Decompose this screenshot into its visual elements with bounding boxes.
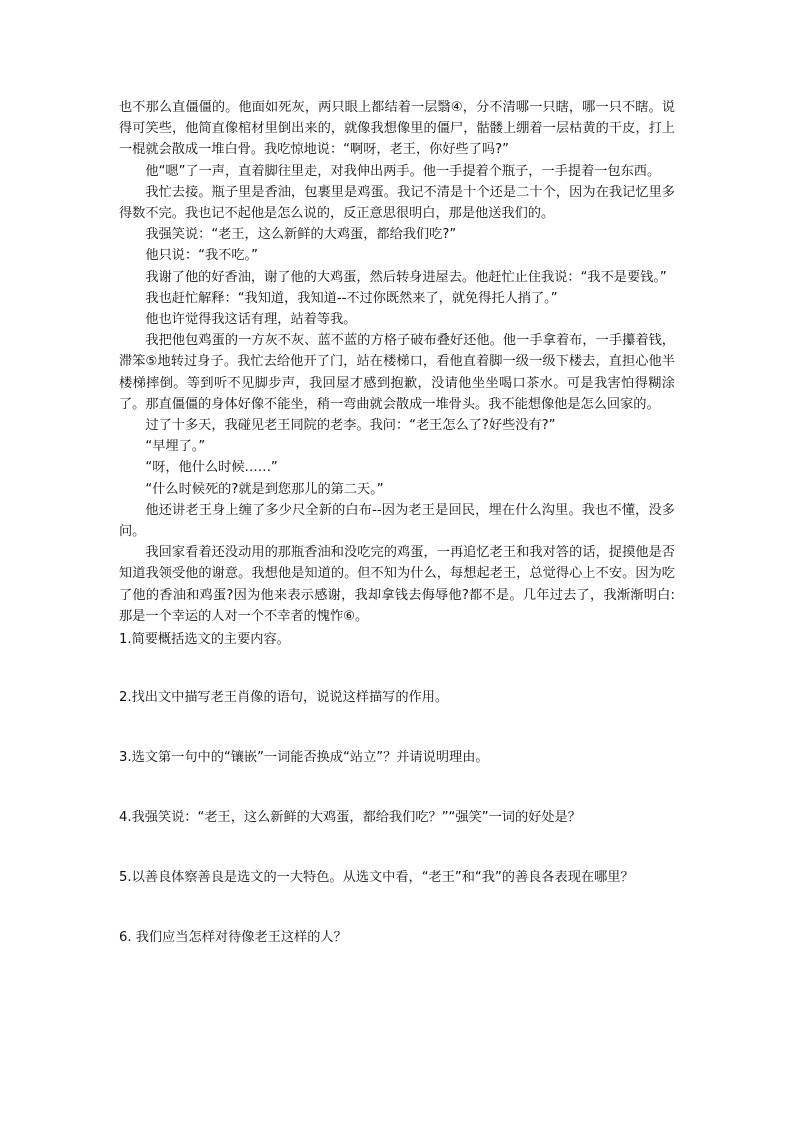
paragraph: 他“嗯”了一声，直着脚往里走，对我伸出两手。他一手提着个瓶子，一手提着一包东西。 — [145, 163, 661, 179]
paragraph: 他只说：“我不吃。” — [145, 248, 258, 264]
question-1: 1.简要概括选文的主要内容。 — [119, 632, 290, 648]
question-4: 4.我强笑说：“老王，这么新鲜的大鸡蛋，都给我们吃？”“强笑”一词的好处是？ — [119, 810, 581, 826]
document-page — [119, 97, 675, 948]
paragraph: 我也赶忙解释：“我知道，我知道--不过你既然来了，就免得托人捎了。” — [145, 290, 558, 306]
question-6: 6. 我们应当怎样对待像老王这样的人？ — [119, 930, 347, 946]
paragraph: 他还讲老王身上缠了多少尺全新的白布--因为老王是回民，埋在什么沟里。我也不懂，没多问。 — [119, 502, 675, 540]
paragraph: 我回家看着还没动用的那瓶香油和没吃完的鸡蛋，一再追忆老王和我对答的话，捉摸他是否知道我领受他的谢意。我想他是知道的。但不知为什么，每想起老王，总觉得心上不安。因为吃了他的香油和鸡蛋?因为他来表示感谢，我却拿钱去侮辱他?都不是。几年过去了，我渐渐明白:那是一个幸运的人对一个不幸者的愧怍⑥。 — [119, 545, 675, 624]
question-3: 3.选文第一句中的“镶嵌”一词能否换成“站立”？并请说明理由。 — [119, 750, 489, 766]
paragraph: “早埋了。” — [145, 439, 206, 455]
paragraph: 过了十多天，我碰见老王同院的老李。我问：“老王怎么了?好些没有?” — [145, 418, 556, 434]
paragraph: 我谢了他的好香油，谢了他的大鸡蛋，然后转身进屋去。他赶忙止住我说：“我不是要钱。” — [145, 269, 667, 285]
paragraph: 我强笑说：“老王，这么新鲜的大鸡蛋，都给我们吃?” — [145, 227, 457, 243]
question-5: 5.以善良体察善良是选文的一大特色。从选文中看，“老王”和“我”的善良各表现在哪里？ — [119, 870, 634, 886]
paragraph: 我忙去接。瓶子里是香油，包裹里是鸡蛋。我记不清是十个还是二十个，因为在我记忆里多得数不完。我也记不起他是怎么说的，反正意思很明白，那是他送我们的。 — [119, 184, 675, 222]
paragraph: 也不那么直僵僵的。他面如死灰，两只眼上都结着一层翳④，分不清哪一只瞎，哪一只不瞎。说得可笑些，他简直像棺材里倒出来的，就像我想像里的僵尸，骷髅上绷着一层枯黄的干皮，打上一棍就会散成一堆白骨。我吃惊地说：“啊呀，老王，你好些了吗?” — [119, 100, 675, 158]
question-list — [119, 629, 675, 948]
paragraph: 我把他包鸡蛋的一方灰不灰、蓝不蓝的方格子破布叠好还他。他一手拿着布，一手攥着钱，滞笨⑤地转过身子。我忙去给他开了门，站在楼梯口，看他直着脚一级一级下楼去，直担心他半楼梯摔倒。等到听不见脚步声，我回屋才感到抱歉，没请他坐坐喝口茶水。可是我害怕得糊涂了。那直僵僵的身体好像不能坐，稍一弯曲就会散成一堆骨头。我不能想像他是怎么回家的。 — [119, 333, 675, 412]
question-2: 2.找出文中描写老王肖像的语句，说说这样描写的作用。 — [119, 690, 449, 706]
paragraph: 他也许觉得我这话有理，站着等我。 — [145, 312, 357, 328]
paragraph: “什么时候死的?就是到您那儿的第二天。” — [145, 481, 384, 497]
reading-passage — [119, 97, 675, 627]
paragraph: “呀，他什么时候……” — [145, 460, 278, 476]
